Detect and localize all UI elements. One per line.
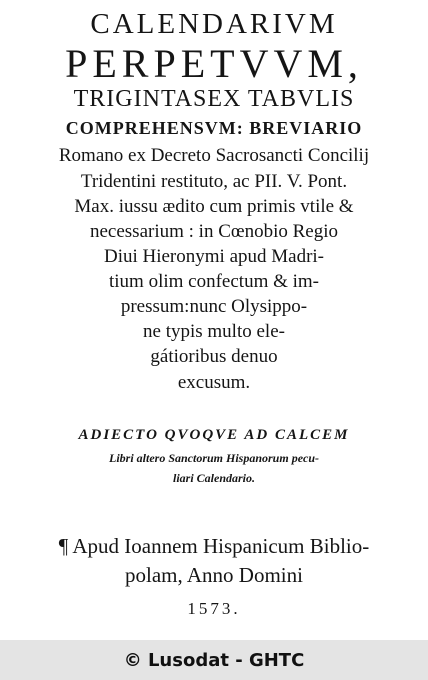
- imprint-line-2: polam, Anno Domini: [125, 563, 303, 587]
- title-line-2: PERPETVVM,: [65, 41, 363, 86]
- copyright-text: © Lusodat - GHTC: [123, 649, 305, 671]
- body-line-3: Max. iussu ædito cum primis vtile &: [74, 196, 354, 217]
- title-line-4: COMPREHENSVM: BREVIARIO: [65, 118, 363, 138]
- addendum-line-1: Libri altero Sanctorum Hispanorum pecu-: [108, 451, 320, 465]
- body-line-4: necessarium : in Cœnobio Regio: [89, 221, 339, 242]
- body-line-6: tium olim confectum & im-: [108, 271, 320, 292]
- copyright-footer: [0, 640, 428, 680]
- title-line-3: TRIGINTASEX TABVLIS: [73, 86, 355, 112]
- body-line-5: Diui Hieronymi apud Madri-: [103, 246, 325, 267]
- addendum-line-2: liari Calendario.: [172, 471, 255, 485]
- body-line-7: pressum:nunc Olysippo-: [120, 296, 308, 317]
- body-line-1: Romano ex Decreto Sacrosancti Concilij: [58, 145, 370, 166]
- body-line-8: ne typis multo ele-: [143, 321, 285, 342]
- imprint-year: 1573.: [187, 599, 241, 618]
- imprint-line-1: ¶ Apud Ioannem Hispanicum Biblio-: [58, 534, 370, 558]
- body-line-2: Tridentini restituto, ac PII. V. Pont.: [80, 171, 348, 192]
- title-line-1: CALENDARIVM: [90, 8, 338, 40]
- body-line-10: excusum.: [177, 372, 251, 393]
- addendum-heading: ADIECTO QVOQVE AD CALCEM: [78, 427, 350, 443]
- body-line-9: gátioribus denuo: [150, 346, 278, 367]
